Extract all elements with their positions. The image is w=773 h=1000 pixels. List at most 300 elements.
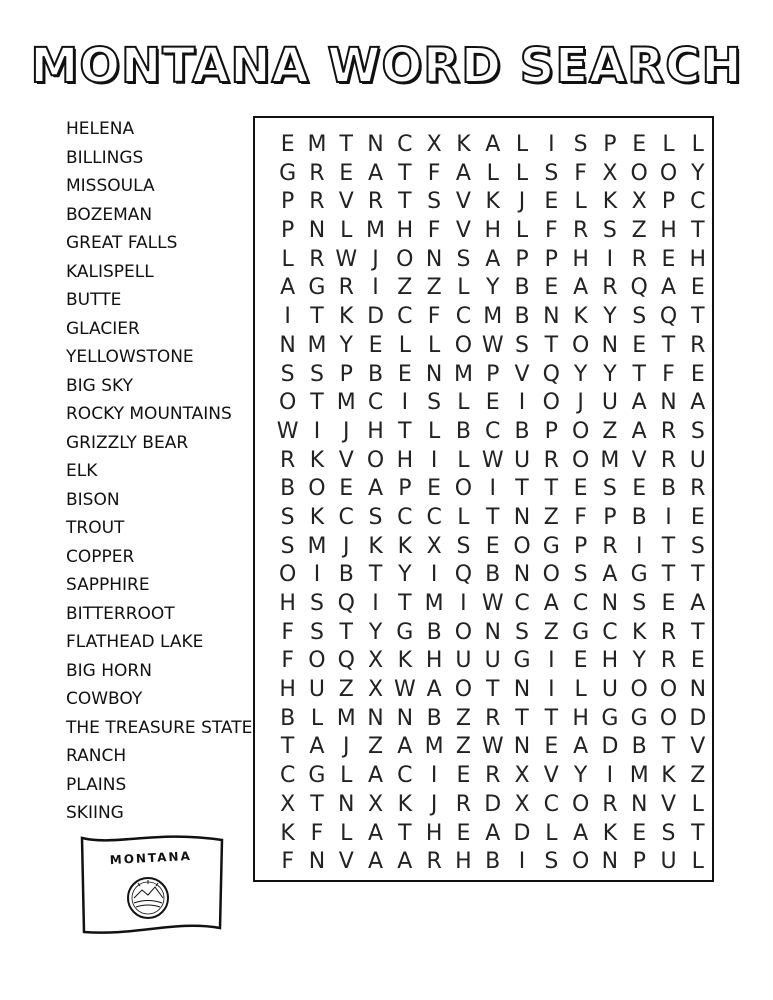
grid-letter: B bbox=[280, 705, 296, 731]
grid-letter: K bbox=[368, 533, 383, 559]
grid-letter: L bbox=[340, 218, 353, 244]
grid-letter: Z bbox=[602, 418, 618, 444]
grid-letter: N bbox=[367, 705, 384, 731]
word-list bbox=[66, 115, 252, 828]
grid-letter: Q bbox=[542, 361, 560, 387]
word-list-item: KALISPELL bbox=[66, 261, 154, 282]
grid-letter: V bbox=[455, 189, 471, 215]
grid-letter: S bbox=[632, 591, 647, 616]
grid-letter: Y bbox=[603, 361, 617, 387]
word-list-item: COWBOY bbox=[66, 689, 143, 709]
grid-row bbox=[273, 647, 712, 676]
grid-letter: J bbox=[342, 418, 350, 444]
grid-letter: R bbox=[367, 189, 384, 215]
grid-letter: I bbox=[518, 390, 526, 416]
grid-letter: R bbox=[309, 160, 325, 186]
grid-letter: E bbox=[485, 390, 500, 416]
grid-row bbox=[273, 246, 712, 275]
grid-letter: W bbox=[335, 246, 358, 272]
grid-letter: T bbox=[544, 705, 559, 731]
grid-letter: I bbox=[313, 562, 321, 588]
grid-letter: M bbox=[453, 361, 473, 387]
grid-row bbox=[273, 332, 712, 361]
montana-flag-illustration bbox=[76, 832, 226, 940]
word-list-item: GLACIER bbox=[66, 318, 140, 339]
grid-letter: N bbox=[308, 849, 326, 875]
grid-letter: X bbox=[514, 791, 530, 817]
grid-letter: L bbox=[340, 820, 353, 846]
grid-letter: E bbox=[632, 332, 647, 358]
grid-letter: E bbox=[456, 763, 471, 789]
grid-letter: S bbox=[602, 218, 617, 244]
grid-letter: V bbox=[338, 849, 354, 875]
grid-letter: O bbox=[308, 648, 326, 674]
grid-letter: B bbox=[514, 275, 530, 301]
grid-letter: L bbox=[691, 791, 704, 817]
grid-letter: M bbox=[307, 332, 327, 358]
grid-letter: J bbox=[518, 189, 526, 215]
grid-letter: V bbox=[543, 763, 559, 789]
grid-letter: T bbox=[368, 562, 383, 588]
grid-letter: C bbox=[514, 591, 530, 616]
grid-letter: R bbox=[309, 246, 325, 272]
grid-letter: K bbox=[661, 763, 676, 789]
grid-letter: R bbox=[602, 275, 618, 301]
grid-row bbox=[273, 733, 712, 762]
grid-row bbox=[273, 676, 712, 705]
word-list-item: ROCKY MOUNTAINS bbox=[66, 404, 232, 424]
grid-letter: N bbox=[630, 791, 648, 817]
grid-letter: H bbox=[279, 677, 296, 703]
grid-letter: P bbox=[544, 418, 558, 444]
grid-letter: I bbox=[635, 533, 643, 559]
word-list-item: BILLINGS bbox=[66, 147, 144, 168]
grid-letter: S bbox=[427, 189, 442, 215]
grid-letter: S bbox=[456, 533, 471, 559]
grid-letter: A bbox=[368, 820, 384, 846]
grid-letter: E bbox=[690, 648, 705, 674]
grid-row bbox=[273, 762, 712, 791]
grid-letter: X bbox=[368, 648, 384, 674]
grid-letter: R bbox=[280, 447, 296, 473]
grid-letter: G bbox=[601, 705, 619, 731]
grid-letter: S bbox=[515, 332, 529, 358]
grid-letter: H bbox=[601, 648, 619, 674]
grid-letter: G bbox=[630, 562, 648, 588]
grid-letter: M bbox=[629, 763, 649, 789]
grid-letter: W bbox=[481, 447, 504, 473]
grid-letter: G bbox=[279, 160, 297, 186]
grid-letter: W bbox=[276, 418, 299, 444]
grid-letter: A bbox=[368, 763, 384, 789]
grid-letter: P bbox=[603, 504, 617, 530]
grid-letter: L bbox=[691, 132, 704, 157]
grid-letter: Y bbox=[691, 160, 705, 186]
grid-letter: B bbox=[426, 619, 442, 645]
grid-letter: A bbox=[573, 734, 589, 760]
grid-row bbox=[273, 274, 712, 303]
grid-letter: K bbox=[280, 820, 295, 846]
grid-letter: D bbox=[689, 705, 707, 731]
grid-letter: I bbox=[284, 304, 291, 330]
grid-letter: H bbox=[396, 218, 414, 244]
grid-letter: M bbox=[307, 132, 327, 157]
grid-row bbox=[273, 848, 712, 877]
grid-letter: P bbox=[515, 246, 529, 272]
grid-letter: A bbox=[426, 677, 442, 703]
grid-letter: I bbox=[460, 591, 467, 616]
grid-letter: B bbox=[280, 476, 296, 502]
grid-letter: S bbox=[690, 533, 705, 559]
word-list-item: BISON bbox=[66, 489, 120, 510]
grid-letter: F bbox=[574, 504, 587, 530]
grid-letter: O bbox=[659, 677, 678, 703]
grid-letter: K bbox=[397, 791, 413, 817]
grid-letter: X bbox=[602, 160, 618, 186]
grid-letter: N bbox=[396, 705, 414, 731]
grid-letter: T bbox=[691, 218, 705, 244]
grid-letter: P bbox=[573, 533, 588, 559]
grid-letter: H bbox=[660, 218, 677, 244]
grid-letter: K bbox=[602, 820, 618, 846]
grid-letter: L bbox=[574, 189, 587, 215]
grid-letter: T bbox=[339, 619, 353, 645]
grid-letter: T bbox=[544, 476, 559, 502]
grid-letter: E bbox=[485, 533, 500, 559]
grid-letter: T bbox=[398, 591, 412, 616]
word-list-item: COPPER bbox=[66, 546, 135, 567]
grid-letter: A bbox=[573, 820, 589, 846]
grid-letter: F bbox=[281, 849, 294, 875]
grid-letter: R bbox=[660, 648, 677, 674]
grid-letter: T bbox=[515, 476, 529, 502]
grid-row bbox=[273, 217, 712, 246]
grid-letter: N bbox=[367, 132, 384, 157]
grid-letter: X bbox=[631, 189, 647, 215]
grid-letter: T bbox=[661, 332, 676, 358]
grid-letter: R bbox=[660, 447, 677, 473]
grid-letter: E bbox=[661, 246, 676, 272]
grid-letter: M bbox=[424, 591, 444, 616]
grid-letter: N bbox=[279, 332, 296, 358]
grid-letter: V bbox=[660, 791, 677, 817]
grid-letter: I bbox=[606, 246, 614, 272]
grid-row bbox=[273, 820, 712, 849]
grid-letter: E bbox=[573, 476, 588, 502]
word-list-item: TROUT bbox=[66, 518, 125, 538]
grid-letter: G bbox=[630, 705, 648, 731]
grid-letter: L bbox=[457, 447, 470, 473]
grid-letter: H bbox=[572, 246, 589, 272]
grid-letter: U bbox=[455, 648, 472, 674]
word-list-item: GREAT FALLS bbox=[66, 233, 178, 253]
grid-letter: P bbox=[339, 361, 353, 387]
grid-letter: A bbox=[368, 849, 384, 875]
word-list-item: BUTTE bbox=[66, 290, 122, 310]
grid-letter: M bbox=[307, 533, 327, 559]
grid-letter: V bbox=[338, 447, 354, 473]
grid-letter: W bbox=[481, 332, 504, 358]
grid-letter: N bbox=[601, 849, 619, 875]
grid-letter: X bbox=[514, 763, 530, 789]
grid-row bbox=[273, 418, 712, 447]
grid-letter: N bbox=[484, 619, 501, 645]
grid-letter: T bbox=[515, 705, 529, 731]
grid-letter: X bbox=[280, 791, 296, 817]
grid-letter: R bbox=[485, 705, 501, 731]
word-list-item: BIG SKY bbox=[66, 375, 133, 396]
grid-letter: L bbox=[515, 160, 529, 186]
grid-letter: Y bbox=[368, 619, 383, 645]
grid-letter: F bbox=[544, 218, 558, 244]
word-list-item: YELLOWSTONE bbox=[66, 347, 194, 367]
grid-letter: D bbox=[367, 304, 385, 330]
grid-letter: R bbox=[572, 218, 589, 244]
grid-letter: R bbox=[690, 476, 706, 502]
grid-letter: O bbox=[542, 390, 560, 416]
grid-letter: B bbox=[514, 418, 530, 444]
grid-letter: O bbox=[396, 246, 414, 272]
word-list-item: BOZEMAN bbox=[66, 204, 153, 225]
grid-letter: Z bbox=[631, 218, 647, 244]
grid-letter: S bbox=[456, 246, 471, 272]
word-list-item: ELK bbox=[66, 461, 98, 481]
grid-letter: E bbox=[280, 132, 295, 157]
grid-letter: T bbox=[280, 734, 295, 760]
grid-letter: A bbox=[309, 734, 325, 760]
grid-letter: E bbox=[427, 476, 442, 502]
grid-letter: J bbox=[577, 390, 584, 416]
grid-letter: L bbox=[691, 849, 704, 875]
grid-letter: V bbox=[514, 361, 530, 387]
grid-letter: S bbox=[280, 361, 295, 387]
grid-row bbox=[273, 619, 712, 648]
grid-letter: Y bbox=[339, 332, 353, 358]
grid-letter: L bbox=[428, 418, 441, 444]
grid-letter: K bbox=[456, 132, 471, 157]
grid-letter: P bbox=[281, 189, 295, 215]
grid-letter: O bbox=[571, 791, 590, 817]
grid-letter: O bbox=[278, 390, 297, 416]
grid-letter: C bbox=[426, 504, 442, 530]
grid-letter: T bbox=[661, 734, 676, 760]
grid-letter: W bbox=[393, 677, 416, 703]
grid-letter: B bbox=[485, 562, 501, 588]
grid-letter: K bbox=[397, 648, 413, 674]
grid-letter: Z bbox=[690, 763, 706, 789]
grid-letter: F bbox=[427, 304, 441, 330]
grid-letter: G bbox=[396, 619, 414, 645]
word-list-item: MISSOULA bbox=[66, 176, 155, 196]
grid-letter: P bbox=[632, 849, 646, 875]
grid-letter: L bbox=[340, 763, 353, 789]
grid-letter: N bbox=[513, 734, 531, 760]
grid-letter: D bbox=[484, 791, 502, 817]
grid-letter: H bbox=[455, 849, 472, 875]
grid-letter: O bbox=[630, 160, 648, 186]
grid-letter: S bbox=[573, 562, 588, 588]
grid-letter: X bbox=[368, 791, 384, 817]
grid-letter: K bbox=[631, 619, 647, 645]
puzzle-grid bbox=[273, 131, 712, 877]
grid-letter: Z bbox=[543, 619, 559, 645]
grid-letter: I bbox=[313, 418, 321, 444]
grid-letter: R bbox=[543, 447, 559, 473]
grid-letter: Z bbox=[368, 734, 384, 760]
grid-letter: R bbox=[485, 763, 501, 789]
grid-letter: L bbox=[515, 218, 529, 244]
grid-letter: C bbox=[397, 304, 413, 330]
grid-row bbox=[273, 447, 712, 476]
grid-letter: L bbox=[574, 677, 587, 703]
grid-row bbox=[273, 361, 712, 390]
grid-letter: Y bbox=[486, 275, 500, 301]
word-list-item: FLATHEAD LAKE bbox=[66, 632, 204, 652]
grid-letter: F bbox=[427, 160, 441, 186]
grid-letter: F bbox=[662, 361, 675, 387]
grid-row bbox=[273, 188, 712, 217]
grid-letter: L bbox=[662, 132, 675, 157]
grid-letter: E bbox=[368, 332, 383, 358]
grid-letter: L bbox=[310, 705, 324, 731]
grid-letter: Q bbox=[630, 275, 648, 301]
grid-letter: S bbox=[573, 132, 588, 157]
grid-letter: O bbox=[571, 418, 590, 444]
grid-letter: A bbox=[690, 591, 706, 616]
grid-letter: T bbox=[398, 820, 412, 846]
state-seal bbox=[128, 878, 168, 918]
grid-letter: F bbox=[281, 619, 294, 645]
grid-letter: M bbox=[366, 218, 386, 244]
grid-letter: O bbox=[454, 677, 473, 703]
grid-letter: T bbox=[691, 562, 705, 588]
grid-letter: R bbox=[660, 418, 677, 444]
grid-letter: Y bbox=[603, 304, 617, 330]
grid-letter: I bbox=[401, 390, 409, 416]
grid-letter: A bbox=[485, 132, 501, 157]
grid-letter: C bbox=[338, 504, 354, 530]
grid-row bbox=[273, 160, 712, 189]
grid-letter: S bbox=[544, 160, 559, 186]
grid-letter: A bbox=[631, 390, 647, 416]
grid-letter: S bbox=[309, 591, 324, 616]
grid-letter: M bbox=[483, 304, 503, 330]
grid-letter: U bbox=[601, 677, 618, 703]
word-list-item: THE TREASURE STATE bbox=[66, 717, 253, 738]
grid-letter: T bbox=[398, 189, 412, 215]
grid-letter: T bbox=[632, 361, 646, 387]
grid-letter: T bbox=[486, 504, 500, 530]
grid-letter: R bbox=[660, 619, 677, 645]
grid-letter: G bbox=[572, 619, 590, 645]
grid-letter: M bbox=[336, 390, 356, 416]
grid-letter: R bbox=[602, 791, 618, 817]
word-list-item: HELENA bbox=[66, 119, 135, 139]
grid-letter: Y bbox=[573, 361, 588, 387]
grid-letter: I bbox=[489, 476, 496, 502]
grid-letter: I bbox=[606, 763, 614, 789]
grid-letter: I bbox=[518, 849, 526, 875]
word-list-item: BITTERROOT bbox=[66, 603, 175, 624]
grid-letter: T bbox=[398, 418, 412, 444]
puzzle-grid-frame bbox=[253, 116, 714, 882]
grid-letter: R bbox=[309, 189, 325, 215]
grid-letter: Z bbox=[426, 275, 442, 301]
flag-label: MONTANA bbox=[109, 848, 193, 868]
grid-letter: H bbox=[689, 246, 707, 272]
grid-letter: M bbox=[424, 734, 444, 760]
grid-letter: L bbox=[457, 504, 470, 530]
grid-letter: R bbox=[602, 533, 618, 559]
grid-letter: Q bbox=[337, 648, 355, 674]
grid-letter: P bbox=[486, 361, 500, 387]
grid-letter: F bbox=[574, 160, 587, 186]
grid-letter: Z bbox=[455, 734, 471, 760]
grid-letter: F bbox=[427, 218, 441, 244]
grid-row bbox=[273, 303, 712, 332]
word-list-item: RANCH bbox=[66, 746, 127, 766]
grid-letter: B bbox=[631, 504, 647, 530]
grid-letter: T bbox=[544, 332, 559, 358]
grid-letter: S bbox=[515, 619, 529, 645]
grid-letter: F bbox=[310, 820, 324, 846]
grid-letter: C bbox=[543, 791, 559, 817]
grid-letter: J bbox=[430, 791, 438, 817]
grid-letter: I bbox=[372, 275, 379, 301]
grid-letter: V bbox=[690, 734, 706, 760]
grid-letter: M bbox=[336, 705, 356, 731]
grid-letter: U bbox=[601, 390, 618, 416]
grid-letter: R bbox=[631, 246, 647, 272]
grid-letter: X bbox=[368, 677, 384, 703]
grid-letter: C bbox=[572, 591, 589, 616]
grid-letter: N bbox=[338, 791, 355, 817]
grid-letter: K bbox=[339, 304, 354, 330]
grid-letter: E bbox=[690, 504, 705, 530]
grid-letter: E bbox=[544, 734, 559, 760]
grid-letter: U bbox=[689, 447, 706, 473]
grid-letter: I bbox=[665, 504, 672, 530]
grid-letter: N bbox=[425, 246, 443, 272]
grid-letter: B bbox=[455, 418, 471, 444]
grid-letter: P bbox=[281, 218, 295, 244]
grid-letter: S bbox=[602, 476, 617, 502]
grid-letter: U bbox=[660, 849, 677, 875]
grid-letter: O bbox=[454, 332, 473, 358]
grid-letter: A bbox=[690, 390, 706, 416]
grid-letter: H bbox=[279, 591, 296, 616]
grid-letter: E bbox=[339, 476, 354, 502]
grid-letter: E bbox=[339, 160, 354, 186]
grid-letter: T bbox=[661, 562, 676, 588]
grid-letter: L bbox=[281, 246, 294, 272]
grid-letter: T bbox=[310, 304, 324, 330]
grid-letter: A bbox=[368, 160, 384, 186]
grid-letter: P bbox=[603, 132, 617, 157]
grid-letter: B bbox=[367, 361, 384, 387]
grid-letter: E bbox=[397, 361, 412, 387]
grid-letter: E bbox=[573, 648, 588, 674]
grid-letter: K bbox=[485, 189, 500, 215]
grid-letter: S bbox=[309, 361, 324, 387]
grid-row bbox=[273, 475, 712, 504]
grid-letter: Y bbox=[632, 648, 646, 674]
grid-letter: O bbox=[308, 476, 326, 502]
grid-letter: E bbox=[544, 189, 559, 215]
grid-letter: A bbox=[543, 591, 559, 616]
grid-letter: S bbox=[690, 418, 705, 444]
grid-letter: P bbox=[661, 189, 676, 215]
